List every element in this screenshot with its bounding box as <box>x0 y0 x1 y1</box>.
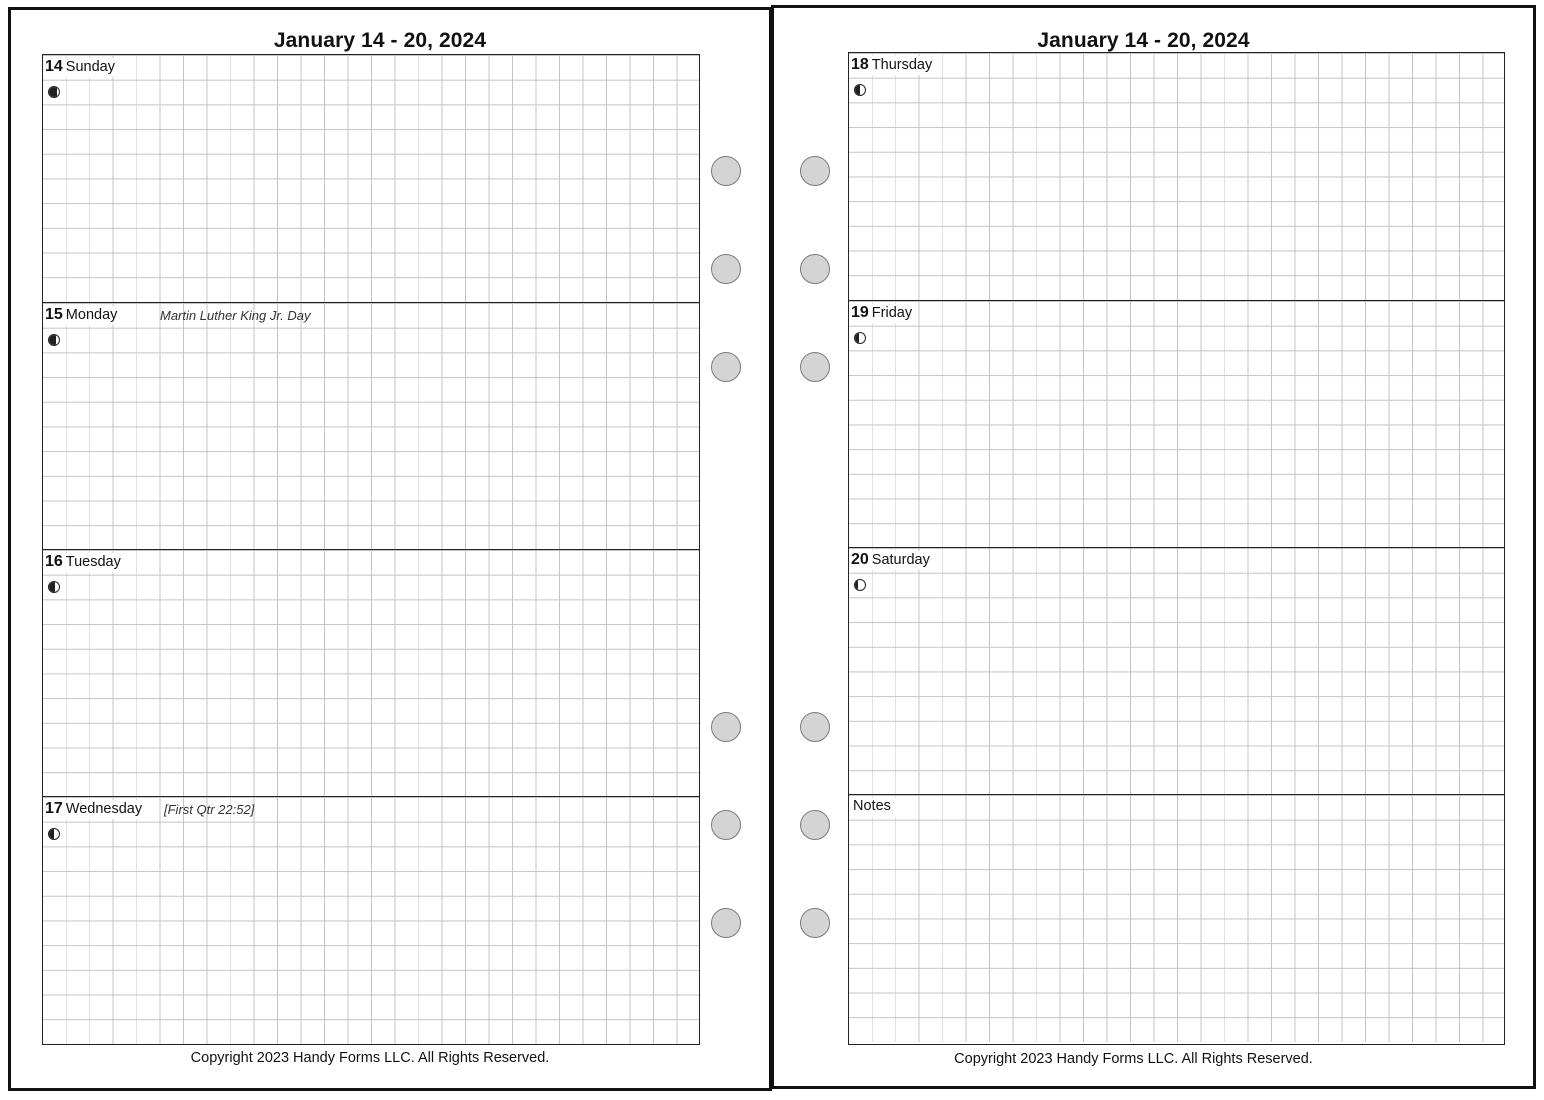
copyright-footer: Copyright 2023 Handy Forms LLC. All Rights Reserved. <box>954 1051 1313 1067</box>
moon-phase-icon <box>854 84 866 96</box>
day-number: 17 <box>45 800 63 817</box>
binder-hole-icon <box>711 712 741 742</box>
page-title: January 14 - 20, 2024 <box>1037 29 1250 52</box>
day-section-friday[interactable] <box>849 300 1504 547</box>
day-header <box>45 58 121 77</box>
binder-hole-icon <box>800 908 830 938</box>
binder-hole-icon <box>800 352 830 382</box>
binder-hole-icon <box>800 810 830 840</box>
notes-label: Notes <box>853 798 891 814</box>
day-header <box>45 306 123 325</box>
binder-hole-icon <box>711 810 741 840</box>
day-number: 16 <box>45 553 63 570</box>
day-number: 15 <box>45 306 63 323</box>
day-header <box>851 304 918 323</box>
left-planner-page <box>8 7 772 1091</box>
notes-header <box>851 798 897 817</box>
day-header <box>45 553 127 572</box>
day-grid <box>42 54 700 1045</box>
day-name: Saturday <box>871 552 930 568</box>
moon-phase-icon <box>48 828 60 840</box>
binder-hole-icon <box>800 254 830 284</box>
moon-phase-icon <box>48 86 60 98</box>
day-section-sunday[interactable] <box>43 55 699 302</box>
binder-hole-icon <box>800 156 830 186</box>
day-section-saturday[interactable] <box>849 547 1504 794</box>
day-section-wednesday[interactable] <box>43 796 699 1044</box>
day-number: 18 <box>851 56 869 73</box>
binder-hole-icon <box>711 352 741 382</box>
moon-phase-icon <box>854 579 866 591</box>
day-header <box>851 56 938 75</box>
moon-phase-note: [First Qtr 22:52] <box>164 802 255 817</box>
day-grid <box>848 52 1505 1045</box>
binder-hole-icon <box>800 712 830 742</box>
day-number: 14 <box>45 58 63 75</box>
binder-hole-icon <box>711 156 741 186</box>
notes-section[interactable] <box>849 794 1504 1042</box>
moon-phase-icon <box>48 581 60 593</box>
day-name: Monday <box>65 307 118 323</box>
day-name: Friday <box>871 305 913 321</box>
binder-hole-icon <box>711 254 741 284</box>
moon-phase-icon <box>854 332 866 344</box>
binder-hole-icon <box>711 908 741 938</box>
day-number: 19 <box>851 304 869 321</box>
moon-phase-icon <box>48 334 60 346</box>
day-name: Tuesday <box>65 554 121 570</box>
day-name: Wednesday <box>65 801 143 817</box>
day-number: 20 <box>851 551 869 568</box>
holiday-note: Martin Luther King Jr. Day <box>160 308 311 323</box>
day-name: Thursday <box>871 57 933 73</box>
day-header <box>45 800 148 819</box>
copyright-footer: Copyright 2023 Handy Forms LLC. All Rights Reserved. <box>190 1050 550 1066</box>
page-title: January 14 - 20, 2024 <box>273 29 487 52</box>
day-section-tuesday[interactable] <box>43 549 699 796</box>
day-name: Sunday <box>65 59 115 75</box>
day-section-monday[interactable] <box>43 302 699 549</box>
day-section-thursday[interactable] <box>849 53 1504 300</box>
day-header <box>851 551 936 570</box>
right-planner-page <box>771 5 1536 1089</box>
